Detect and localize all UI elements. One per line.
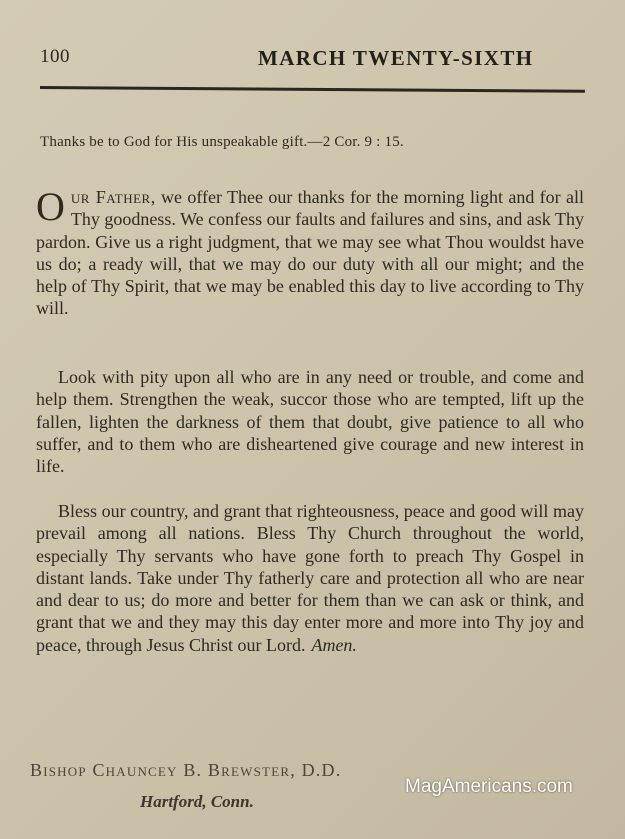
- paragraph-3-text: Bless our country, and grant that righteousness, peace and good will may prevail among all nations. Bless Thy Church throughout the world, especially Thy servants who have gone forth to preach Thy Gospel in distant lands. Take under Thy fatherly care and protection all who are near and dear to us; do more and better for them than we can ask or think, and grant that we and they may this day enter more and more into Thy joy and peace, through Jesus Christ our Lord.: [36, 501, 584, 655]
- drop-cap: O: [36, 184, 65, 229]
- paragraph-2-text: Look with pity upon all who are in any need or trouble, and come and help them. Strengthen the weak, succor those who are tempted, lift up the fallen, lighten the darkness of them that doubt, give patience to all who suffer, and to them who are disheartened give courage and new interest in life.: [36, 367, 584, 477]
- author-location: Hartford, Conn.: [140, 792, 254, 811]
- scripture-verse: Thanks be to God for His unspeakable gift.—2 Cor. 9 : 15.: [40, 134, 404, 150]
- paragraph-1-text: we offer Thee our thanks for the morning light and for all Thy goodness. We confess our faults and failures and sins, and ask Thy pardon. Give us a right judgment, that we may see what Thou wouldst have us do; a ready will, that we may do our duty with all our might; and the help of Thy Spirit, that we may be enabled this day to live according to Thy will.: [36, 187, 585, 319]
- prayer-paragraph-2: [36, 366, 584, 477]
- author-attribution: Bishop Chauncey B. Brewster, D.D.: [30, 760, 342, 780]
- prayer-paragraph-1: [36, 186, 584, 320]
- watermark: MagAmericans.com: [405, 776, 573, 797]
- header-rule: [40, 86, 585, 93]
- page-number: 100: [40, 46, 70, 67]
- prayer-paragraph-3: [36, 500, 584, 656]
- lead-words: ur Father,: [70, 187, 156, 207]
- amen: Amen.: [311, 634, 357, 655]
- page-heading: MARCH TWENTY-SIXTH: [258, 46, 534, 70]
